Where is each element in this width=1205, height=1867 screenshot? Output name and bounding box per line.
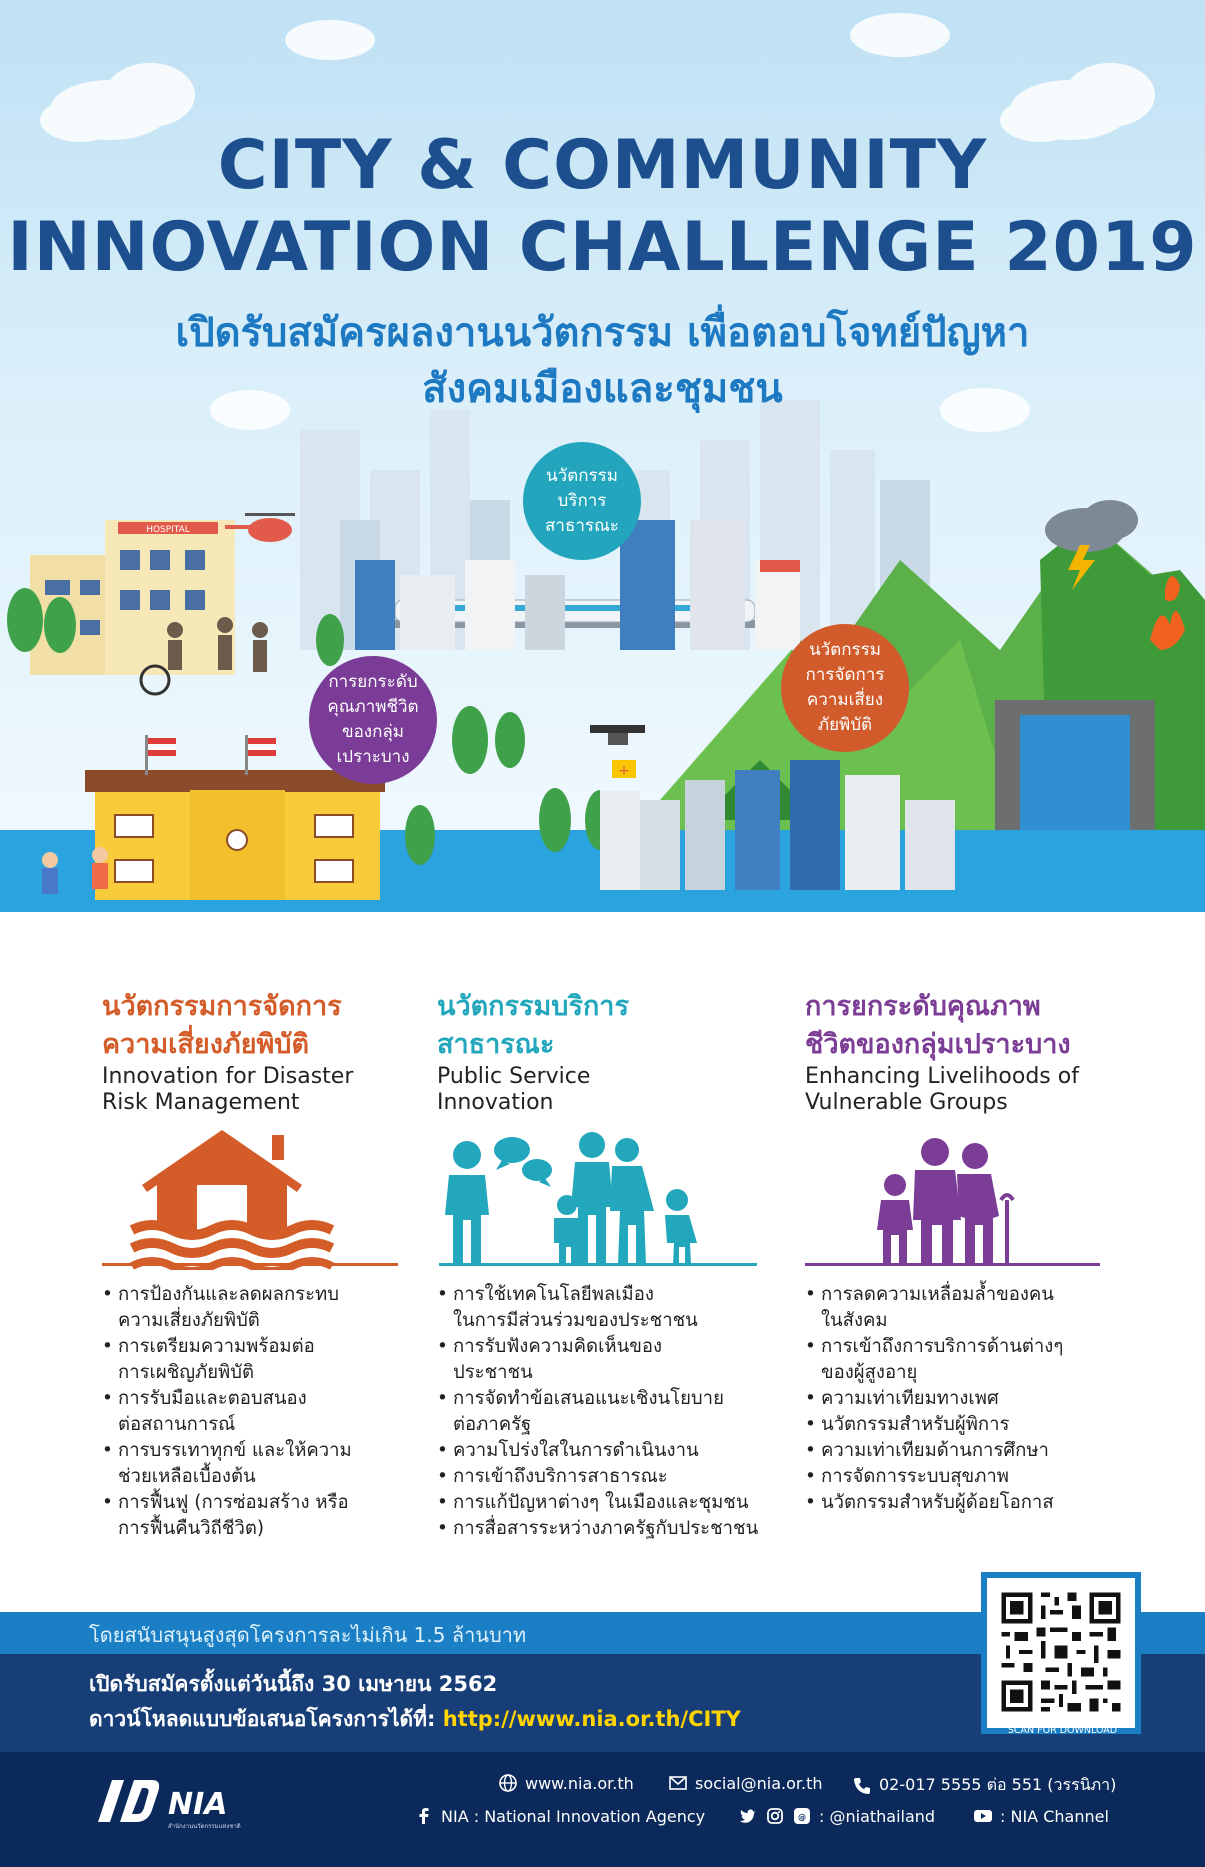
bullet-item: • นวัตกรรมสำหรับผู้ด้อยโอกาส [805, 1490, 1145, 1516]
bullet-item: • การสื่อสารระหว่างภาครัฐกับประชาชน [437, 1516, 777, 1542]
twitter-icon [738, 1806, 758, 1826]
bullet-item: • การรับมือและตอบสนอง ต่อสถานการณ์ [102, 1386, 442, 1438]
youtube-text: : NIA Channel [1000, 1806, 1109, 1826]
bullet-item: • การใช้เทคโนโลยีพลเมือง ในการมีส่วนร่วมของประชาชน [437, 1282, 777, 1334]
bullet-item: • การจัดการระบบสุขภาพ [805, 1464, 1145, 1490]
registration-deadline: เปิดรับสมัครตั้งแต่วันนี้ถึง 30 เมษายน 2562 [89, 1672, 498, 1696]
category-bullets [437, 1282, 777, 1542]
categories-section [0, 912, 1205, 1612]
facebook-text: NIA : National Innovation Agency [441, 1806, 706, 1826]
phone-text: 02-017 5555 ต่อ 551 (วรรนิภา) [879, 1775, 1117, 1794]
bullet-item: • การลดความเหลื่อมล้ำของคน ในสังคม [805, 1282, 1145, 1334]
svg-text:+: + [618, 763, 630, 779]
people-communication-icon [437, 1130, 737, 1270]
facebook-icon [414, 1806, 434, 1826]
svg-text:@: @ [798, 1813, 806, 1822]
bullet-item: • ความเท่าเทียมด้านการศึกษา [805, 1438, 1145, 1464]
bullet-item: • ความโปร่งใสในการดำเนินงาน [437, 1438, 777, 1464]
contact-facebook[interactable] [414, 1806, 705, 1826]
instagram-icon [765, 1806, 785, 1826]
drone-icon [590, 725, 645, 779]
website-text: www.nia.or.th [525, 1773, 634, 1793]
flooded-house-icon [102, 1130, 402, 1270]
funding-text: โดยสนับสนุนสูงสุดโครงการละไม่เกิน 1.5 ล้านบาท [89, 1623, 527, 1647]
qr-caption: SCAN FOR DOWNLOAD [1007, 1725, 1118, 1736]
youtube-icon [973, 1806, 993, 1826]
phone-icon [852, 1776, 872, 1796]
nia-logo [90, 1770, 260, 1832]
bullet-item: • การเตรียมความพร้อมต่อ การเผชิญภัยพิบัติ [102, 1334, 442, 1386]
contact-social[interactable] [738, 1806, 935, 1826]
download-line [89, 1703, 741, 1736]
qr-code[interactable] [981, 1572, 1141, 1734]
category-bullets [805, 1282, 1145, 1516]
category-divider [805, 1263, 1100, 1266]
line-icon [792, 1806, 812, 1826]
category-disaster [102, 912, 432, 1612]
category-title-th: นวัตกรรมบริการ สาธารณะ [437, 991, 629, 1060]
logo-tagline: สำนักงานนวัตกรรมแห่งชาติ [168, 1823, 241, 1830]
bullet-item: • การเข้าถึงบริการสาธารณะ [437, 1464, 777, 1490]
bubble-vulnerable-groups: การยกระดับ คุณภาพชีวิต ของกลุ่ม เปราะบาง [309, 656, 437, 784]
hero-illustration [0, 0, 1205, 912]
download-link[interactable]: http://www.nia.or.th/CITY [442, 1707, 741, 1731]
contact-email[interactable] [668, 1773, 823, 1793]
bullet-item: • การรับฟังความคิดเห็นของ ประชาชน [437, 1334, 777, 1386]
bubble-public-service: นวัตกรรม บริการ สาธารณะ [523, 442, 641, 560]
category-bullets [102, 1282, 442, 1542]
bullet-item: • การบรรเทาทุกข์ และให้ความ ช่วยเหลือเบื้องต้น [102, 1438, 442, 1490]
bullet-item: • การเข้าถึงการบริการด้านต่างๆ ของผู้สูงอายุ [805, 1334, 1145, 1386]
title-line-2: INNOVATION CHALLENGE 2019 [7, 208, 1198, 287]
bubble-disaster-risk: นวัตกรรม การจัดการ ความเสี่ยง ภัยพิบัติ [781, 624, 909, 752]
logo-text: NIA [168, 1787, 228, 1822]
globe-icon [498, 1773, 518, 1793]
family-elderly-icon [805, 1130, 1105, 1270]
bullet-item: • การแก้ปัญหาต่างๆ ในเมืองและชุมชน [437, 1490, 777, 1516]
contact-youtube[interactable] [973, 1806, 1109, 1826]
category-title-en: Enhancing Livelihoods of Vulnerable Groups [805, 1064, 1079, 1115]
qr-code-icon [997, 1588, 1125, 1716]
subtitle-line-2: สังคมเมืองและชุมชน [422, 366, 783, 412]
social-handle-text: : @niathailand [819, 1806, 936, 1826]
category-title-th: การยกระดับคุณภาพ ชีวิตของกลุ่มเปราะบาง [805, 991, 1071, 1060]
email-text: social@nia.or.th [695, 1773, 823, 1793]
category-title-en: Innovation for Disaster Risk Management [102, 1064, 354, 1115]
bullet-item: • การฟื้นฟู (การซ่อมสร้าง หรือ การฟื้นคืนวิถีชีวิต) [102, 1490, 442, 1542]
contact-phone[interactable] [852, 1773, 1116, 1798]
title-line-1: CITY & COMMUNITY [217, 126, 988, 205]
download-prefix: ดาวน์โหลดแบบข้อเสนอโครงการได้ที่: [89, 1707, 443, 1731]
category-title-en: Public Service Innovation [437, 1064, 591, 1115]
category-divider [102, 1263, 398, 1266]
category-title-th: นวัตกรรมการจัดการ ความเสี่ยงภัยพิบัติ [102, 991, 342, 1060]
bullet-item: • นวัตกรรมสำหรับผู้พิการ [805, 1412, 1145, 1438]
hospital-sign: HOSPITAL [146, 525, 190, 535]
helicopter-icon [225, 513, 295, 542]
category-divider [439, 1263, 757, 1266]
contact-website[interactable] [498, 1773, 634, 1793]
mail-icon [668, 1773, 688, 1793]
category-vulnerable-groups [805, 912, 1135, 1612]
category-public-service [437, 912, 767, 1612]
bullet-item: • ความเท่าเทียมทางเพศ [805, 1386, 1145, 1412]
bullet-item: • การป้องกันและลดผลกระทบ ความเสี่ยงภัยพิบัติ [102, 1282, 442, 1334]
subtitle-line-1: เปิดรับสมัครผลงานนวัตกรรม เพื่อตอบโจทย์ปัญหา [175, 310, 1030, 356]
bullet-item: • การจัดทำข้อเสนอแนะเชิงนโยบาย ต่อภาครัฐ [437, 1386, 777, 1438]
